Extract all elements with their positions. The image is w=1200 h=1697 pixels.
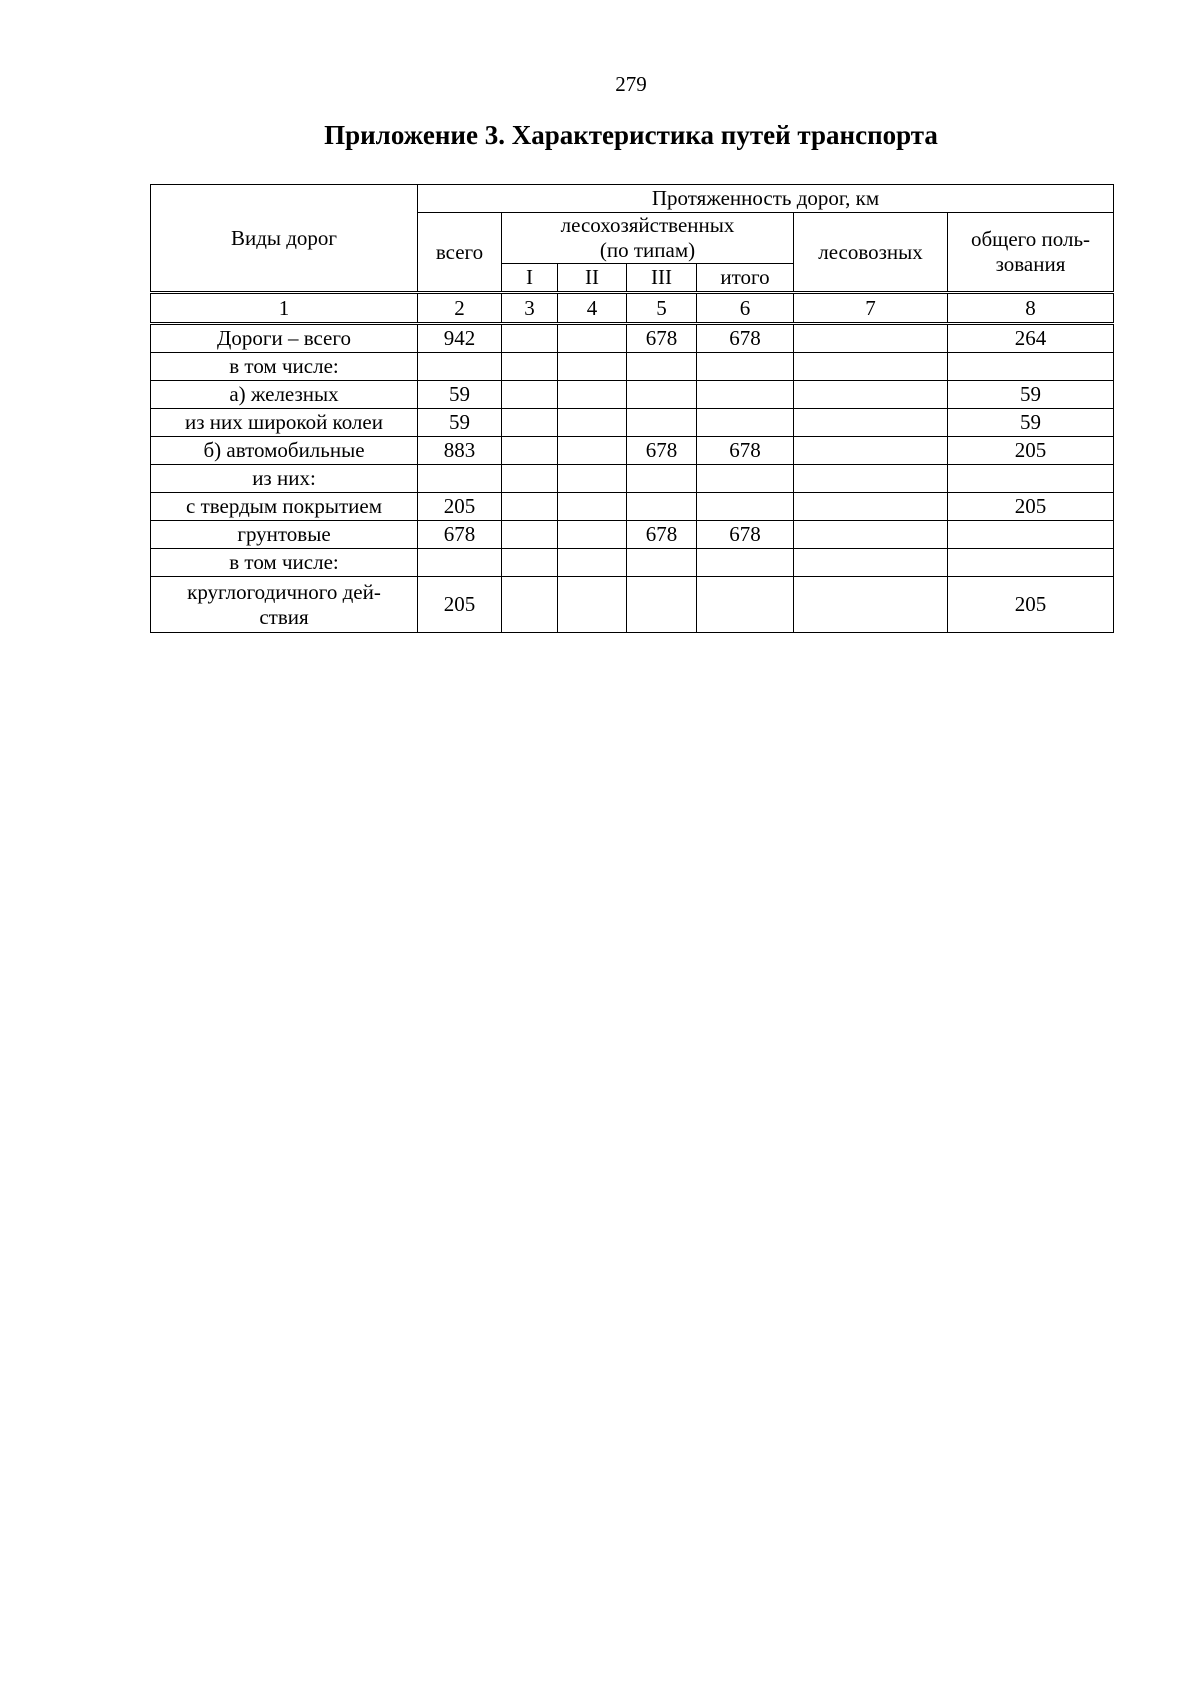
cell-subtotal [697, 409, 794, 437]
header-type-i: I [502, 264, 558, 293]
cell-total: 678 [418, 521, 502, 549]
cell-subtotal: 678 [697, 437, 794, 465]
table-row [151, 437, 1114, 465]
cell-total [418, 465, 502, 493]
row-name: Дороги – всего [151, 324, 418, 353]
row-name: в том числе: [151, 353, 418, 381]
cell-type-i [502, 493, 558, 521]
cell-total [418, 549, 502, 577]
header-forestry [502, 213, 794, 264]
cell-type-ii [558, 465, 627, 493]
cell-type-i [502, 521, 558, 549]
cell-public: 59 [948, 381, 1114, 409]
cell-type-iii [627, 465, 697, 493]
header-road-types: Виды дорог [151, 185, 418, 293]
cell-type-ii [558, 381, 627, 409]
cell-logging [794, 409, 948, 437]
row-name: с твердым покрытием [151, 493, 418, 521]
cell-subtotal: 678 [697, 521, 794, 549]
cell-total: 883 [418, 437, 502, 465]
header-public [948, 213, 1114, 293]
cell-logging [794, 465, 948, 493]
page-number: 279 [615, 72, 647, 96]
table-row [151, 465, 1114, 493]
row-name: из них: [151, 465, 418, 493]
column-number: 8 [948, 293, 1114, 324]
cell-type-iii: 678 [627, 437, 697, 465]
cell-type-iii: 678 [627, 324, 697, 353]
cell-public: 264 [948, 324, 1114, 353]
header-row-1 [151, 185, 1114, 213]
cell-subtotal [697, 381, 794, 409]
table-row [151, 324, 1114, 353]
cell-type-ii [558, 577, 627, 633]
cell-type-i [502, 577, 558, 633]
cell-subtotal [697, 493, 794, 521]
header-subtotal: итого [697, 264, 794, 293]
cell-type-i [502, 353, 558, 381]
row-name: в том числе: [151, 549, 418, 577]
cell-type-ii [558, 409, 627, 437]
cell-type-iii [627, 381, 697, 409]
cell-type-ii [558, 353, 627, 381]
cell-public [948, 549, 1114, 577]
cell-type-iii [627, 577, 697, 633]
row-name-line1: круглогодичного дей- [187, 579, 381, 604]
column-number: 7 [794, 293, 948, 324]
cell-type-i [502, 381, 558, 409]
cell-public: 59 [948, 409, 1114, 437]
cell-public [948, 353, 1114, 381]
row-name: б) автомобильные [151, 437, 418, 465]
header-forestry-line1: лесохозяйственных [560, 213, 735, 237]
header-forestry-line2: (по типам) [599, 238, 696, 263]
header-public-line2: зования [995, 252, 1066, 277]
cell-public: 205 [948, 493, 1114, 521]
cell-type-i [502, 465, 558, 493]
cell-type-iii: 678 [627, 521, 697, 549]
cell-total: 205 [418, 577, 502, 633]
cell-subtotal [697, 465, 794, 493]
column-number: 2 [418, 293, 502, 324]
header-length-group: Протяженность дорог, км [418, 185, 1114, 213]
cell-type-iii [627, 549, 697, 577]
cell-logging [794, 577, 948, 633]
cell-public: 205 [948, 437, 1114, 465]
row-name [151, 577, 418, 633]
column-number: 1 [151, 293, 418, 324]
cell-total: 942 [418, 324, 502, 353]
column-number: 5 [627, 293, 697, 324]
cell-public [948, 465, 1114, 493]
cell-subtotal: 678 [697, 324, 794, 353]
cell-type-i [502, 549, 558, 577]
cell-public: 205 [948, 577, 1114, 633]
table-row [151, 521, 1114, 549]
cell-subtotal [697, 549, 794, 577]
cell-logging [794, 437, 948, 465]
row-name: грунтовые [151, 521, 418, 549]
cell-logging [794, 353, 948, 381]
table-row [151, 493, 1114, 521]
row-name: а) железных [151, 381, 418, 409]
cell-total: 59 [418, 409, 502, 437]
cell-logging [794, 381, 948, 409]
column-number-row [151, 293, 1114, 324]
cell-logging [794, 324, 948, 353]
header-total: всего [418, 213, 502, 293]
cell-type-ii [558, 521, 627, 549]
table-row [151, 409, 1114, 437]
header-logging: лесовозных [794, 213, 948, 293]
cell-total: 205 [418, 493, 502, 521]
cell-logging [794, 521, 948, 549]
cell-type-ii [558, 324, 627, 353]
table-row [151, 549, 1114, 577]
cell-type-iii [627, 353, 697, 381]
cell-type-ii [558, 437, 627, 465]
table-row [151, 353, 1114, 381]
cell-public [948, 521, 1114, 549]
header-type-iii: III [627, 264, 697, 293]
header-public-line1: общего поль- [971, 227, 1091, 251]
column-number: 4 [558, 293, 627, 324]
cell-total [418, 353, 502, 381]
cell-type-iii [627, 409, 697, 437]
road-characteristics-table [150, 184, 1114, 633]
page-title: Приложение 3. Характеристика путей транспорта [324, 120, 938, 150]
cell-type-i [502, 409, 558, 437]
header-type-ii: II [558, 264, 627, 293]
cell-subtotal [697, 353, 794, 381]
cell-subtotal [697, 577, 794, 633]
row-name-line2: ствия [259, 604, 309, 629]
cell-type-iii [627, 493, 697, 521]
row-name: из них широкой колеи [151, 409, 418, 437]
cell-type-ii [558, 493, 627, 521]
table-row [151, 577, 1114, 633]
cell-logging [794, 549, 948, 577]
cell-type-ii [558, 549, 627, 577]
table-row [151, 381, 1114, 409]
cell-type-i [502, 324, 558, 353]
column-number: 6 [697, 293, 794, 324]
cell-logging [794, 493, 948, 521]
column-number: 3 [502, 293, 558, 324]
cell-total: 59 [418, 381, 502, 409]
cell-type-i [502, 437, 558, 465]
